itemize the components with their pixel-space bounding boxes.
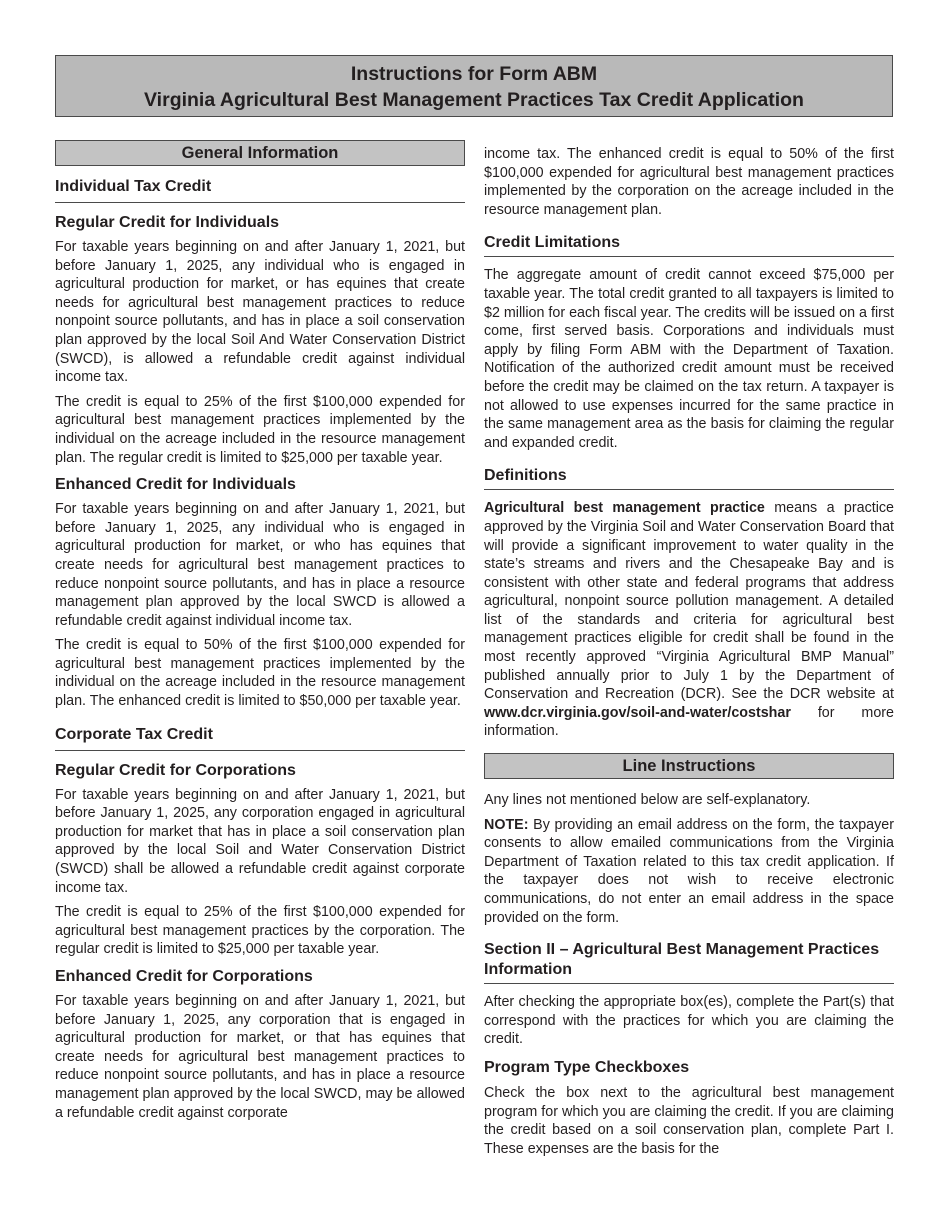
enhanced-credit-individuals-heading: Enhanced Credit for Individuals [55,476,296,494]
definition-text: means a practice approved by the Virginia Soil and Water Conservation Board that will provide a significant improvement to water quality in the state’s streams and rivers and the Chesapeake Bay and is consistent with other state and federal programs that address agricultural, nonpoint source pollution management. A detailed list of the standards and criteria for agricultural best management practices eligible for credit shall be found in the most recently approved “Virginia Agricultural BMP Manual” published annually prior to July 1 by the Department of Conservation and Recreation (DCR). See the DCR website at [484,500,894,703]
paragraph: The aggregate amount of credit cannot exceed $75,000 per taxable year. The total credit granted to all taxpayers is limited to $2 million for each fiscal year. The credits will be issued on a first come, first served basis. Corporations and individuals must apply by filing Form ABM with the Department of Taxation. Notification of the authorized credit amount must be received before the credit may be claimed on the tax return. A taxpayer is not allowed to use expenses incurred for the same practice in the same management area as the basis for claiming the regular and expanded credit. [484,267,894,451]
individual-tax-credit-heading: Individual Tax Credit [55,178,212,195]
paragraph: After checking the appropriate box(es), complete the Part(s) that correspond with the practices for which you are claiming the credit. [484,994,894,1048]
form-title: Instructions for Form ABM [350,63,598,85]
section-divider [55,750,465,751]
line-instructions-heading: Line Instructions [484,753,894,779]
program-type-checkboxes-heading: Program Type Checkboxes [484,1058,690,1076]
general-information-heading: General Information [55,140,465,166]
paragraph: The credit is equal to 25% of the first $100,000 expended for agricultural best management practices by the corporation. The regular credit is limited to $25,000 per taxable year. [55,904,465,958]
form-title-box [55,55,893,117]
paragraph: Check the box next to the agricultural best management program for which you are claiming the credit. If you are claiming the credit based on a soil conservation plan, complete Part I. These expenses are the basis for the [484,1084,894,1157]
definitions-heading: Definitions [484,466,894,490]
paragraph: For taxable years beginning on and after January 1, 2021, but before January 1, 2025, any individual who is engaged in agricultural production for market, or who has equines that create needs for agricultural best management practices to reduce nonpoint source pollutants, and has in place a resource management plan approved by the local SWCD is allowed a refundable credit against individual income tax. [55,501,465,629]
section-divider [55,202,465,203]
form-subtitle: Virginia Agricultural Best Management Practices Tax Credit Application [144,89,804,111]
regular-credit-corporations-heading: Regular Credit for Corporations [55,761,296,779]
corporate-tax-credit-heading: Corporate Tax Credit [55,725,213,743]
note-text: By providing an email address on the form, the taxpayer consents to allow emailed communications from the Virginia Department of Taxation related to this tax credit application. If the taxpayer does not wish to receive electronic communications, do not enter an email address in the space provided on the form. [484,816,894,926]
definition-term: Agricultural best management practice [484,500,765,517]
right-column [484,145,894,1158]
paragraph: The credit is equal to 25% of the first $100,000 expended for agricultural best management practices implemented by the individual on the acreage included in the resource management plan. The regular credit is limited to $25,000 per taxable year. [55,393,465,466]
dcr-website-link[interactable]: www.dcr.virginia.gov/soil-and-water/costshar [484,704,791,721]
paragraph: For taxable years beginning on and after January 1, 2021, but before January 1, 2025, any corporation that is engaged in agricultural production for market, or that has equines that create needs for agricultural best management practices to reduce nonpoint source pollutants, and has in place a resource management plan approved by the local SWCD, may be allowed a refundable credit against corporate [55,993,465,1121]
note-paragraph [484,816,894,928]
left-column [55,140,465,1122]
credit-limitations-heading: Credit Limitations [484,233,894,257]
note-label: NOTE: [484,816,529,833]
paragraph: Any lines not mentioned below are self-explanatory. [484,792,811,809]
regular-credit-individuals-heading: Regular Credit for Individuals [55,214,280,231]
enhanced-credit-corporations-heading: Enhanced Credit for Corporations [55,968,313,985]
paragraph: income tax. The enhanced credit is equal to 50% of the first $100,000 expended for agricultural best management practices implemented by the corporation on the acreage included in the resource management plan. [484,146,894,218]
definition-paragraph [484,499,894,741]
paragraph: The credit is equal to 50% of the first $100,000 expended for agricultural best management practices implemented by the individual on the acreage included in the resource management plan. The enhanced credit is limited to $50,000 per taxable year. [55,637,465,710]
section-ii-heading: Section II – Agricultural Best Management Practices Information [484,940,894,984]
paragraph: For taxable years beginning on and after January 1, 2021, but before January 1, 2025, any corporation engaged in agricultural production for market that has in place a soil conservation plan approved by the local Soil and Water Conservation District (SWCD) shall be allowed a refundable credit against corporate income tax. [55,786,465,896]
paragraph: For taxable years beginning on and after January 1, 2021, but before January 1, 2025, any individual who is engaged in agricultural production for market, or has equines that create needs for agricultural best management practices to reduce nonpoint source pollutants, and has in place a soil conservation plan approved by the local Soil And Water Conservation District (SWCD), is allowed a refundable credit against individual income tax. [55,239,465,386]
definition-text-end: for more information. [484,704,894,740]
